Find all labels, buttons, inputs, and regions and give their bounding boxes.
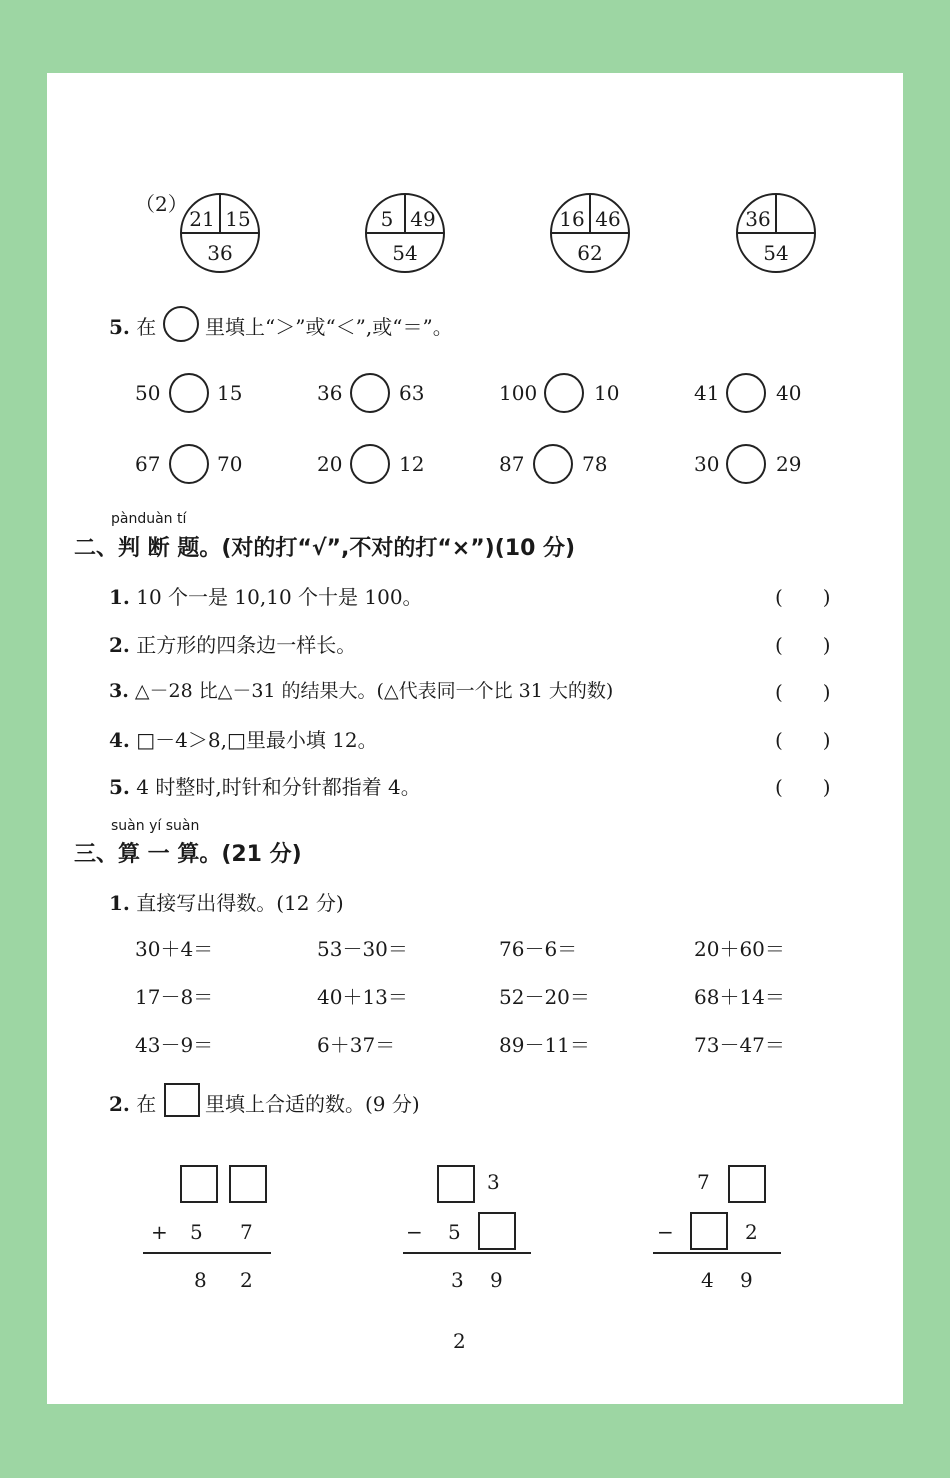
v3-box-ones[interactable] [728, 1165, 766, 1203]
cmp-2-3-left: 87 [499, 452, 525, 476]
cmp-2-1-left: 67 [135, 452, 161, 476]
judge-item-3-num: 3. [109, 680, 129, 702]
cmp-1-1-right: 15 [217, 381, 243, 405]
calc-3-1: 43－9＝ [135, 1033, 214, 1057]
v1-mid-tens: 5 [190, 1220, 203, 1244]
sec3-q1-num: 1. [109, 891, 130, 915]
judge-item-2 [109, 629, 356, 658]
cmp-1-3-circle[interactable] [544, 373, 584, 413]
v2-mid-tens: 5 [448, 1220, 461, 1244]
calc-2-2: 40＋13＝ [317, 985, 408, 1009]
circle-1-top-right: 15 [225, 207, 251, 231]
sec3-pinyin: suàn yí suàn [111, 818, 200, 834]
calc-1-1: 30＋4＝ [135, 937, 214, 961]
calc-1-2: 53－30＝ [317, 937, 408, 961]
v2-line [403, 1252, 531, 1254]
circle-3-top-left: 16 [559, 207, 585, 231]
cmp-2-1-circle[interactable] [169, 444, 209, 484]
split-circle-4 [736, 193, 816, 273]
circle-2-top-left: 5 [380, 207, 394, 231]
judge-item-1 [109, 581, 423, 610]
calc-2-4: 68＋14＝ [694, 985, 785, 1009]
sec3-q2-pre: 在 [136, 1092, 157, 1116]
q5-pre: 在 [136, 315, 157, 339]
judge-answer-1[interactable]: ( ) [775, 585, 831, 609]
judge-item-3-text: △－28 比△－31 的结果大。(△代表同一个比 31 大的数) [134, 680, 614, 702]
circle-4-top-left: 36 [745, 207, 771, 231]
v2-op: − [406, 1220, 423, 1244]
sec3-q2-instruction [109, 1088, 156, 1117]
sec3-q2-example-box [164, 1083, 200, 1117]
circle-3-top-right: 46 [595, 207, 621, 231]
calc-3-4: 73－47＝ [694, 1033, 785, 1057]
judge-answer-4[interactable]: ( ) [775, 728, 831, 752]
cmp-2-4-circle[interactable] [726, 444, 766, 484]
cmp-2-2-right: 12 [399, 452, 425, 476]
cmp-2-3-right: 78 [582, 452, 608, 476]
v1-box-ones[interactable] [229, 1165, 267, 1203]
judge-item-3 [109, 676, 613, 703]
worksheet-page [47, 73, 903, 1404]
page-number: 2 [453, 1329, 466, 1353]
judge-item-4-text: □－4＞8,□里最小填 12。 [136, 728, 378, 752]
q5-number: 5. [109, 315, 130, 339]
judge-item-1-text: 10 个一是 10,10 个十是 100。 [136, 585, 423, 609]
cmp-1-3-left: 100 [499, 381, 538, 405]
judge-item-5 [109, 771, 421, 800]
v2-box-tens[interactable] [437, 1165, 475, 1203]
v3-op: − [657, 1220, 674, 1244]
judge-item-4-num: 4. [109, 728, 130, 752]
calc-3-2: 6＋37＝ [317, 1033, 396, 1057]
v2-res-tens: 3 [451, 1268, 464, 1292]
calc-2-3: 52－20＝ [499, 985, 590, 1009]
cmp-1-3-right: 10 [594, 381, 620, 405]
cmp-1-1-left: 50 [135, 381, 161, 405]
sec3-title: 三、算 一 算。(21 分) [74, 842, 302, 867]
q5-example-circle [163, 306, 199, 342]
split-circle-3 [550, 193, 630, 273]
v1-line [143, 1252, 271, 1254]
v1-box-tens[interactable] [180, 1165, 218, 1203]
v3-res-ones: 9 [740, 1268, 753, 1292]
split-circle-2 [365, 193, 445, 273]
judge-answer-5[interactable]: ( ) [775, 775, 831, 799]
cmp-2-1-right: 70 [217, 452, 243, 476]
judge-item-2-num: 2. [109, 633, 130, 657]
sec2-pinyin: pànduàn tí [111, 511, 187, 527]
cmp-1-4-circle[interactable] [726, 373, 766, 413]
v1-mid-ones: 7 [240, 1220, 253, 1244]
v3-top-tens: 7 [697, 1170, 710, 1194]
cmp-2-4-right: 29 [776, 452, 802, 476]
cmp-1-4-left: 41 [694, 381, 720, 405]
calc-3-3: 89－11＝ [499, 1033, 590, 1057]
cmp-1-4-right: 40 [776, 381, 802, 405]
v1-res-ones: 2 [240, 1268, 253, 1292]
circle-3-bottom: 62 [577, 241, 603, 265]
cmp-1-1-circle[interactable] [169, 373, 209, 413]
cmp-1-2-circle[interactable] [350, 373, 390, 413]
v3-line [653, 1252, 781, 1254]
part-label: （2） [135, 192, 188, 216]
sec3-q1-instruction [109, 887, 344, 916]
q5-instruction [109, 311, 156, 340]
v3-mid-ones: 2 [745, 1220, 758, 1244]
v1-op: + [151, 1220, 168, 1244]
calc-1-4: 20＋60＝ [694, 937, 785, 961]
calc-2-1: 17－8＝ [135, 985, 214, 1009]
cmp-1-2-left: 36 [317, 381, 343, 405]
circle-4-bottom: 54 [763, 241, 789, 265]
circle-1-bottom: 36 [207, 241, 233, 265]
sec3-q1-text: 直接写出得数。(12 分) [136, 891, 344, 915]
judge-item-2-text: 正方形的四条边一样长。 [136, 633, 357, 657]
cmp-2-3-circle[interactable] [533, 444, 573, 484]
judge-answer-3[interactable]: ( ) [775, 680, 831, 704]
v2-top-ones: 3 [487, 1170, 500, 1194]
cmp-2-2-circle[interactable] [350, 444, 390, 484]
judge-item-1-num: 1. [109, 585, 130, 609]
v3-res-tens: 4 [701, 1268, 714, 1292]
circle-1-top-left: 21 [189, 207, 215, 231]
sec3-q2-num: 2. [109, 1092, 130, 1116]
q5-post: 里填上“＞”或“＜”,或“＝”。 [205, 315, 453, 339]
judge-item-5-text: 4 时整时,时针和分针都指着 4。 [136, 775, 421, 799]
cmp-2-4-left: 30 [694, 452, 720, 476]
judge-item-4 [109, 724, 378, 753]
v1-res-tens: 8 [194, 1268, 207, 1292]
v2-box-ones[interactable] [478, 1212, 516, 1250]
sec2-title: 二、判 断 题。(对的打“√”,不对的打“×”)(10 分) [74, 536, 576, 561]
sec3-q2-post: 里填上合适的数。(9 分) [205, 1092, 420, 1116]
judge-answer-2[interactable]: ( ) [775, 633, 831, 657]
calc-1-3: 76－6＝ [499, 937, 578, 961]
circle-2-bottom: 54 [392, 241, 418, 265]
v3-box-tens[interactable] [690, 1212, 728, 1250]
judge-item-5-num: 5. [109, 775, 130, 799]
cmp-2-2-left: 20 [317, 452, 343, 476]
split-circle-1 [180, 193, 260, 273]
cmp-1-2-right: 63 [399, 381, 425, 405]
v2-res-ones: 9 [490, 1268, 503, 1292]
circle-2-top-right: 49 [410, 207, 436, 231]
